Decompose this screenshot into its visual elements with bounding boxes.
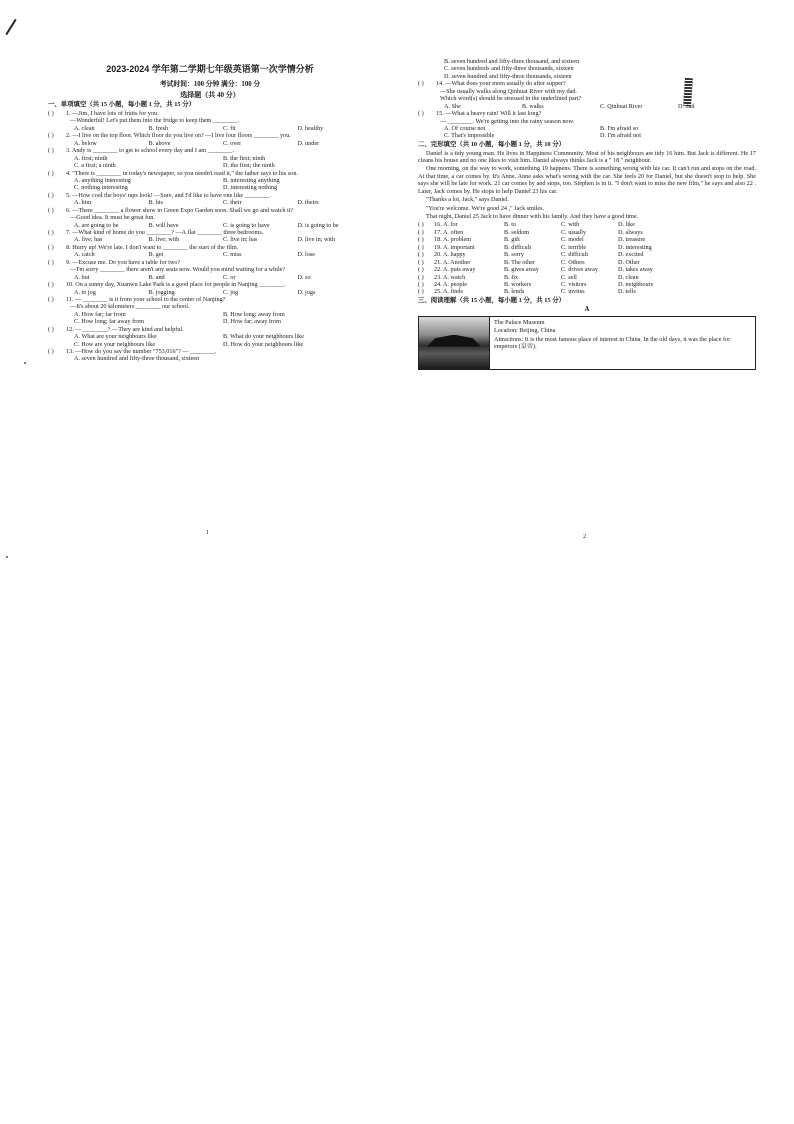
question-item — [48, 259, 372, 281]
cloze-paragraph: Daniel is a tidy young man. He lives in Happiness Community. Most of his neighbours are tidy 16 him. But Jack is different. He 17 cleans his house and no one likes to visit him. Daniel always thinks Jack is a " 18 " neighbour. — [418, 149, 756, 164]
question-stem — [48, 326, 372, 333]
answer-option[interactable]: B. difficult — [504, 243, 532, 251]
answer-option[interactable]: D. always — [618, 228, 643, 236]
cloze-paragraph: "You're welcome. We're good 24 ," Jack smiles. — [426, 204, 545, 212]
answer-bracket[interactable]: ( ) — [48, 110, 54, 118]
answer-bracket[interactable]: ( ) — [418, 236, 424, 244]
answer-option[interactable]: D. jogs — [297, 288, 316, 296]
q13-options-continued — [418, 58, 756, 80]
answer-bracket[interactable]: ( ) — [418, 273, 424, 281]
answer-option[interactable]: B. seldom — [504, 228, 530, 236]
answer-option[interactable]: A. seven hundred and fifty-three thousand, sixteen — [74, 355, 200, 363]
left-column — [48, 58, 372, 363]
question-list-right — [418, 80, 756, 140]
section-heading-cloze: 二、完形填空（共 10 小题，每小题 1 分，共 10 分） — [418, 140, 565, 148]
question-continuation: — ________. We're getting into the rainy season now. — [440, 117, 575, 125]
question-text: 8. Hurry up! We're late. I don't want to ________ the start of the film. — [66, 243, 239, 251]
answer-option[interactable]: B. fresh — [148, 124, 169, 132]
answer-bracket[interactable]: ( ) — [48, 258, 54, 266]
answer-bracket[interactable]: ( ) — [48, 206, 54, 214]
option-group — [48, 333, 372, 348]
cloze-option-row — [418, 281, 756, 288]
answer-option[interactable]: D. is going to be — [297, 221, 339, 229]
question-item — [48, 296, 372, 326]
option-group — [48, 289, 372, 296]
answer-bracket[interactable]: ( ) — [48, 147, 54, 155]
option-group — [48, 236, 372, 243]
question-continuation: —It's about 20 kilometers ________ our school. — [70, 303, 190, 311]
attraction-name: The Palace Museum — [494, 318, 545, 326]
question-stem — [48, 170, 372, 177]
answer-option[interactable]: C. model — [561, 236, 584, 244]
cloze-paragraph: "Thanks a lot, Jack," says Daniel. — [426, 196, 510, 204]
answer-option[interactable]: D. Other — [618, 258, 640, 266]
option-group — [48, 355, 372, 362]
cloze-option-row — [418, 259, 756, 266]
answer-option[interactable]: B. What do your neighbours like — [223, 333, 304, 341]
question-stem — [48, 348, 372, 355]
answer-option[interactable]: D. interesting nothing — [223, 184, 278, 192]
answer-option[interactable]: C. live in; has — [223, 236, 258, 244]
answer-option[interactable]: D. healthy — [297, 124, 324, 132]
answer-option[interactable]: C. nothing interesting — [74, 184, 128, 192]
question-text: 14. —What does your mom usually do after supper? — [436, 80, 566, 88]
answer-bracket[interactable]: ( ) — [418, 251, 424, 259]
answer-option[interactable]: C. a first; a ninth — [74, 162, 116, 170]
answer-option[interactable]: D. theirs — [297, 199, 319, 207]
passage-label: A — [584, 305, 590, 313]
scan-mark — [5, 19, 16, 35]
answer-bracket[interactable]: ( ) — [418, 110, 424, 118]
answer-bracket[interactable]: ( ) — [418, 280, 424, 288]
answer-option[interactable]: B. walks — [522, 102, 544, 110]
option-group — [418, 103, 756, 110]
answer-option[interactable]: B. The other — [504, 258, 535, 266]
attraction-description: Attractions: It is the most famous place of interest in China. In the old days, it was the place for emperors (皇帝). — [494, 335, 731, 350]
answer-option[interactable]: C. How are your neighbours like — [74, 340, 156, 348]
scan-speck — [24, 362, 26, 364]
answer-option[interactable]: C. or — [223, 273, 236, 281]
answer-option[interactable]: D. takes away — [618, 266, 653, 274]
answer-option[interactable]: C. Others — [561, 258, 585, 266]
question-text: 4. "There is ________ in today's newspaper, so you needn't read it," the father says to his son. — [66, 169, 298, 177]
answer-option[interactable]: D. How far; away from — [223, 318, 281, 326]
answer-option[interactable]: C. Qinhuai River — [600, 102, 643, 110]
question-stem — [48, 296, 372, 303]
answer-option[interactable]: C. difficult — [561, 251, 589, 259]
answer-option[interactable]: D. like — [618, 221, 635, 229]
answer-option[interactable]: B. his — [148, 199, 163, 207]
question-item — [48, 229, 372, 244]
answer-option[interactable]: A. him — [74, 199, 92, 207]
answer-option[interactable]: B. sorry — [504, 251, 524, 259]
answer-option[interactable]: B. gift — [504, 236, 520, 244]
answer-option[interactable]: D. the first; the ninth — [223, 162, 275, 170]
answer-option[interactable]: 24. A. people — [434, 280, 467, 288]
answer-option[interactable]: B. gives away — [504, 266, 539, 274]
section-heading-single-choice: 一、单项填空（共 15 小题，每小题 1 分，共 15 分） — [48, 101, 195, 109]
answer-option[interactable]: B. the first; ninth — [223, 154, 266, 162]
question-stem — [48, 110, 372, 117]
option-group — [48, 125, 372, 132]
answer-option[interactable]: D. dad — [678, 102, 695, 110]
answer-option[interactable]: C. terrible — [561, 243, 587, 251]
cloze-option-row — [418, 274, 756, 281]
question-stem — [48, 229, 372, 236]
answer-option[interactable]: C. visitors — [561, 280, 587, 288]
answer-option[interactable]: B. jogging — [148, 288, 175, 296]
cloze-option-row — [418, 236, 756, 243]
question-stem — [48, 207, 372, 214]
question-stem — [48, 132, 372, 139]
cloze-option-row — [418, 266, 756, 273]
option-group — [48, 177, 372, 192]
answer-option[interactable]: D. tells — [618, 288, 636, 296]
answer-option[interactable]: A. clean — [74, 124, 95, 132]
scan-speck — [6, 556, 8, 558]
attraction-card — [418, 316, 756, 370]
answer-option[interactable]: D. How do your neighbours like — [223, 340, 304, 348]
question-item — [48, 132, 372, 147]
answer-option[interactable]: 23. A. watch — [434, 273, 466, 281]
page-number-left: 1 — [206, 530, 209, 536]
question-stem — [418, 110, 756, 117]
cloze-option-row — [418, 244, 756, 251]
answer-bracket[interactable]: ( ) — [418, 243, 424, 251]
answer-option[interactable]: B. How long; away from — [223, 310, 285, 318]
question-stem — [48, 244, 372, 251]
question-text: 11. — ________ is it from your school to the center of Nanjing? — [66, 295, 226, 303]
answer-option[interactable]: C. fit — [223, 124, 236, 132]
answer-option[interactable]: C. How long; far away from — [74, 318, 145, 326]
option-group — [418, 125, 756, 140]
answer-option[interactable]: B. get — [148, 251, 164, 259]
answer-option[interactable]: C. seven hundreds and fifty-three thousands, sixteen — [444, 65, 574, 73]
question-continuation: —She usually walks along Qinhuai River with my dad. — [440, 87, 577, 95]
answer-option[interactable]: B. lends — [504, 288, 525, 296]
answer-option[interactable]: D. treasure — [618, 236, 646, 244]
question-text: 2. —I live on the top floor. Which floor do you live on? —I live four floors ________ you. — [66, 132, 291, 140]
question-text: 7. —What kind of home do you ________? —A flat ________ three bedrooms. — [66, 229, 264, 237]
answer-option[interactable]: A. live; has — [74, 236, 103, 244]
question-text: 3. Andy is ________ to get to school every day and I am ________. — [66, 147, 234, 155]
question-item — [48, 244, 372, 259]
question-continuation: —Good idea. It must be great fun. — [70, 214, 155, 222]
cloze-option-row — [418, 288, 756, 295]
answer-option[interactable]: 22. A. puts away — [434, 266, 476, 274]
answer-option[interactable]: D. lose — [297, 251, 316, 259]
answer-option[interactable]: D. under — [297, 139, 320, 147]
question-list — [48, 110, 372, 363]
answer-bracket[interactable]: ( ) — [48, 191, 54, 199]
option-group — [48, 311, 372, 326]
answer-option[interactable]: 16. A. for — [434, 221, 458, 229]
question-item — [48, 192, 372, 207]
answer-option[interactable]: A. are going to be — [74, 221, 119, 229]
answer-bracket[interactable]: ( ) — [418, 80, 424, 88]
question-text: 13. —How do you say the number "753,016"? — ________. — [66, 348, 217, 356]
answer-option[interactable]: 17. A. often — [434, 228, 464, 236]
question-text: 10. On a sunny day, Xuanwu Lake Park is a good place for people in Nanjing ________. — [66, 281, 286, 289]
answer-option[interactable]: D. live in; with — [297, 236, 335, 244]
answer-option[interactable]: B. fix — [504, 273, 519, 281]
page-number-right: 2 — [583, 534, 586, 540]
answer-option[interactable]: A. Of course not — [444, 124, 486, 132]
part-heading: 选择题（共 40 分） — [180, 90, 240, 99]
answer-option[interactable]: A. How far; far from — [74, 310, 126, 318]
option-group — [48, 251, 372, 258]
answer-bracket[interactable]: ( ) — [48, 229, 54, 237]
answer-bracket[interactable]: ( ) — [48, 325, 54, 333]
question-text: 12. — ________? —They are kind and helpful. — [66, 325, 184, 333]
question-item — [48, 326, 372, 348]
cloze-option-row — [418, 229, 756, 236]
section-heading-reading: 三、阅读理解（共 15 小题，每小题 1 分，共 15 分） — [418, 296, 565, 304]
answer-option[interactable]: A. below — [74, 139, 97, 147]
answer-option[interactable]: D. seven hundred and fifty-three thousands, sixteen — [444, 72, 572, 80]
answer-option[interactable]: A. but — [74, 273, 90, 281]
answer-option[interactable]: B. I'm afraid so — [600, 124, 639, 132]
answer-bracket[interactable]: ( ) — [48, 281, 54, 289]
answer-bracket[interactable]: ( ) — [48, 243, 54, 251]
attraction-location: Location: Beijing, China — [494, 327, 556, 335]
question-stem — [48, 259, 372, 266]
cloze-option-row — [418, 221, 756, 228]
cloze-passage — [418, 150, 756, 221]
answer-option[interactable]: C. usually — [561, 228, 587, 236]
answer-option[interactable]: A. She — [444, 102, 461, 110]
palace-photo — [419, 317, 490, 369]
answer-option[interactable]: C. invites — [561, 288, 585, 296]
answer-bracket[interactable]: ( ) — [418, 266, 424, 274]
question-text: 5. —How cool the boys' raps look! —Sure, and I'd like to have one like ________. — [66, 191, 272, 199]
answer-option[interactable]: C. is going to have — [223, 221, 270, 229]
answer-bracket[interactable]: ( ) — [48, 295, 54, 303]
option-group — [48, 222, 372, 229]
answer-option[interactable]: B. to — [504, 221, 517, 229]
question-item — [48, 170, 372, 192]
answer-option[interactable]: C. That's impossible — [444, 132, 495, 140]
answer-option[interactable]: A. What are your neighbours like — [74, 333, 157, 341]
answer-option[interactable]: D. interesting — [618, 243, 652, 251]
answer-option[interactable]: B. and — [148, 273, 165, 281]
answer-option[interactable]: D. excited — [618, 251, 644, 259]
answer-option[interactable]: D. I'm afraid not — [600, 132, 641, 140]
answer-option[interactable]: B. seven hundred and fifty-three thousand, and sixteen — [444, 58, 580, 65]
answer-option[interactable]: A. catch — [74, 251, 95, 259]
answer-option[interactable]: 25. A. finds — [434, 288, 463, 296]
answer-option[interactable]: A. anything interesting — [74, 176, 131, 184]
answer-bracket[interactable]: ( ) — [48, 132, 54, 140]
question-continuation: —I'm sorry ________ there aren't any seats now. Would you mind waiting for a while? — [70, 266, 286, 274]
right-column — [418, 58, 756, 370]
attraction-info — [490, 317, 755, 369]
answer-option[interactable]: C. over — [223, 139, 242, 147]
option-group — [48, 274, 372, 281]
answer-option[interactable]: B. interesting anything — [223, 176, 280, 184]
answer-option[interactable]: D. so — [297, 273, 311, 281]
option-group — [48, 140, 372, 147]
answer-option[interactable]: B. will have — [148, 221, 179, 229]
cloze-options — [418, 221, 756, 295]
answer-option[interactable]: 18. A. problem — [434, 236, 472, 244]
answer-option[interactable]: B. workers — [504, 280, 532, 288]
question-stem — [418, 80, 756, 87]
answer-option[interactable]: B. live; with — [148, 236, 180, 244]
answer-option[interactable]: C. drives away — [561, 266, 598, 274]
question-item — [48, 147, 372, 169]
exam-meta: 考试时间：100 分钟 满分：100 分 — [159, 80, 261, 88]
question-item — [48, 110, 372, 132]
answer-option[interactable]: 20. A. happy — [434, 251, 466, 259]
question-continuation: —Wonderful! Let's put them into the fridge to keep them ________. — [70, 117, 240, 125]
answer-option[interactable]: 21. A. Another — [434, 258, 471, 266]
answer-bracket[interactable]: ( ) — [48, 348, 54, 356]
answer-option[interactable]: C. jog — [223, 288, 239, 296]
answer-option[interactable]: D. clean — [618, 273, 639, 281]
question-stem — [48, 281, 372, 288]
question-item — [418, 80, 756, 110]
question-item — [418, 110, 756, 140]
exam-title: 2023-2024 学年第二学期七年级英语第一次学情分析 — [106, 64, 314, 74]
cloze-paragraph: That night, Daniel 25 Jack to have dinner with his family. And they have a good time. — [426, 213, 639, 220]
answer-option[interactable]: D. neighbours — [618, 280, 654, 288]
answer-option[interactable]: C. sell — [561, 273, 577, 281]
question-continuation: Which word(s) should be stressed in the underlined part? — [440, 95, 582, 103]
answer-bracket[interactable]: ( ) — [418, 228, 424, 236]
answer-option[interactable]: C. miss — [223, 251, 242, 259]
question-text: 9. —Excuse me. Do you have a table for two? — [66, 258, 181, 266]
option-group — [48, 199, 372, 206]
cloze-option-row — [418, 251, 756, 258]
answer-option[interactable]: A. first; ninth — [74, 154, 108, 162]
answer-bracket[interactable]: ( ) — [48, 169, 54, 177]
question-stem — [48, 147, 372, 154]
question-item — [48, 348, 372, 363]
answer-bracket[interactable]: ( ) — [418, 288, 424, 296]
cloze-paragraph: One morning, on the way to work, something 19 happens. There is something wrong with his car. It can't run and stops on the road. At that time, a car comes by. It's Anne. Anne asks what's wrong with the car. She feels 20 for Daniel, but she doesn't stop to help. She says she will be late for work. 21 car comes by and stops, too. Stephen is in it. "I don't want to miss the new film," he says and also 22 . Later, Jack comes by. He stops to help Daniel 23 his car. — [418, 165, 756, 195]
answer-option[interactable]: C. their — [223, 199, 242, 207]
answer-option[interactable]: B. above — [148, 139, 171, 147]
answer-bracket[interactable]: ( ) — [418, 221, 424, 229]
question-text: 1. —Jim, I have lots of fruits for you. — [66, 110, 159, 118]
answer-option[interactable]: 19. A. important — [434, 243, 475, 251]
option-group — [48, 155, 372, 170]
question-stem — [48, 192, 372, 199]
answer-option[interactable]: C. with — [561, 221, 580, 229]
question-text: 6. —There ________ a flower show in Green Expo Garden soon. Shall we go and watch it? — [66, 206, 294, 214]
question-item — [48, 207, 372, 229]
answer-option[interactable]: A. to jog — [74, 288, 96, 296]
question-item — [48, 281, 372, 296]
question-text: 15. —What a heavy rain! Will it last long? — [436, 110, 542, 118]
answer-bracket[interactable]: ( ) — [418, 258, 424, 266]
